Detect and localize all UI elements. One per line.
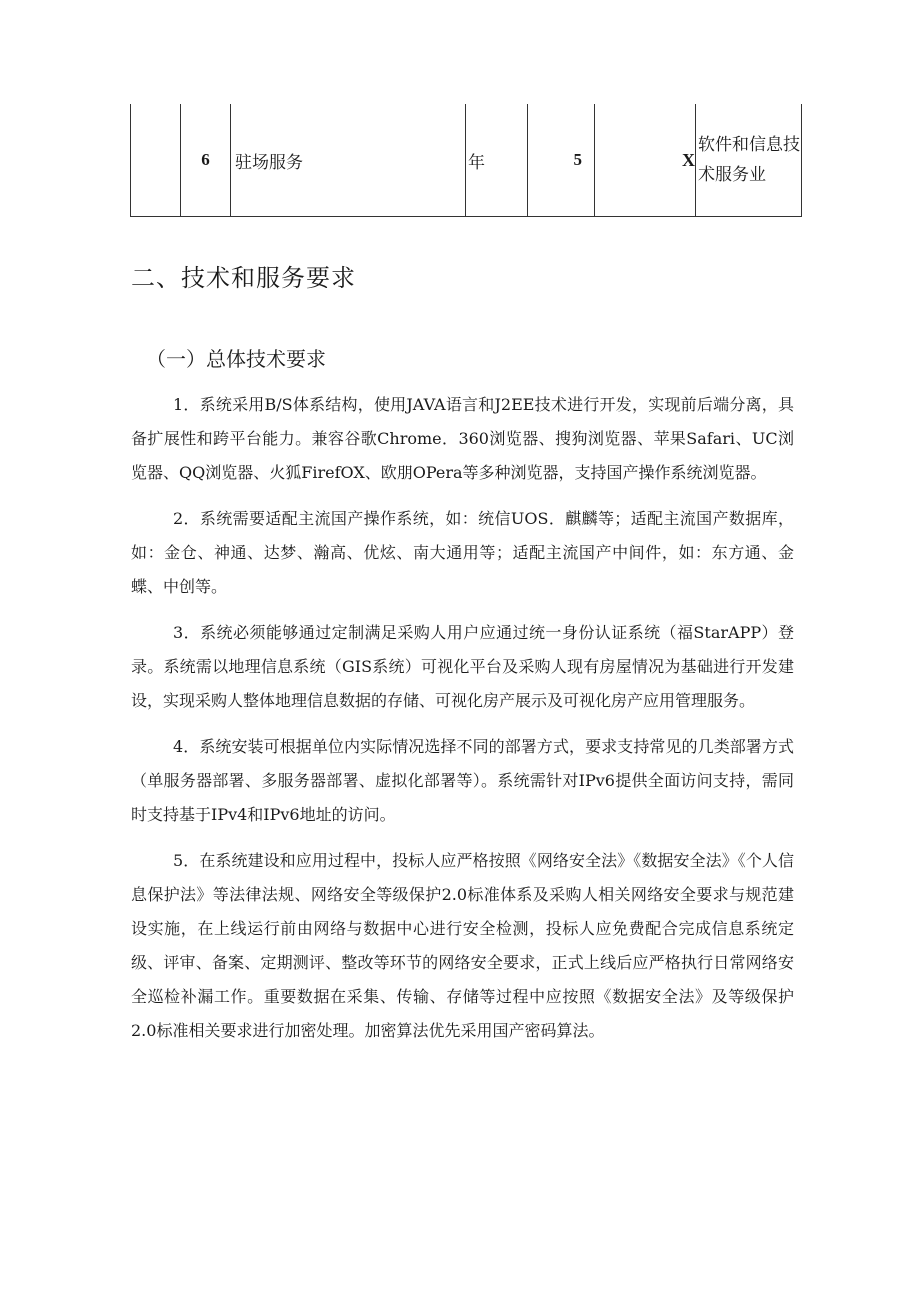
item-mark: X xyxy=(595,104,696,217)
requirements-body xyxy=(131,388,794,1060)
requirement-paragraph-1: 1．系统采用B/S体系结构，使用JAVA语言和J2EE技术进行开发，实现前后端分离，具备扩展性和跨平台能力。兼容谷歌Chrome．360浏览器、搜狗浏览器、苹果Safari、UC浏览器、QQ浏览器、火狐FirefOX、欧朋OPera等多种浏览器，支持国产操作系统浏览器。 xyxy=(131,395,794,482)
procurement-table xyxy=(130,104,802,217)
requirement-paragraph-3: 3．系统必须能够通过定制满足采购人用户应通过统一身份认证系统（福StarAPP）登录。系统需以地理信息系统（GIS系统）可视化平台及采购人现有房屋情况为基础进行开发建设，实现采购人整体地理信息数据的存储、可视化房产展示及可视化房产应用管理服务。 xyxy=(131,623,794,710)
table-row xyxy=(131,104,802,217)
requirement-paragraph-2: 2．系统需要适配主流国产操作系统，如：统信UOS．麒麟等；适配主流国产数据库，如：金仓、神通、达梦、瀚高、优炫、南大通用等；适配主流国产中间件，如：东方通、金蝶、中创等。 xyxy=(131,509,794,596)
requirement-paragraph-4: 4．系统安装可根据单位内实际情况选择不同的部署方式，要求支持常见的几类部署方式（单服务器部署、多服务器部署、虚拟化部署等）。系统需针对IPv6提供全面访问支持，需同时支持基于IPv4和IPv6地址的访问。 xyxy=(131,737,794,824)
requirement-paragraph-5: 5．在系统建设和应用过程中，投标人应严格按照《网络安全法》《数据安全法》《个人信息保护法》等法律法规、网络安全等级保护2.0标准体系及采购人相关网络安全要求与规范建设实施，在上线运行前由网络与数据中心进行安全检测，投标人应免费配合完成信息系统定级、评审、备案、定期测评、整改等环节的网络安全要求，正式上线后应严格执行日常网络安全巡检补漏工作。重要数据在采集、传输、存储等过程中应按照《数据安全法》及等级保护2.0标准相关要求进行加密处理。加密算法优先采用国产密码算法。 xyxy=(131,851,794,1040)
sub-heading: （一）总体技术要求 xyxy=(146,347,326,371)
item-quantity: 5 xyxy=(528,104,595,217)
blank-cell xyxy=(131,104,181,217)
item-unit: 年 xyxy=(466,104,528,217)
section-heading: 二、技术和服务要求 xyxy=(131,264,356,292)
item-name: 驻场服务 xyxy=(231,104,466,217)
row-index: 6 xyxy=(181,104,231,217)
item-industry: 软件和信息技术服务业 xyxy=(696,104,802,217)
